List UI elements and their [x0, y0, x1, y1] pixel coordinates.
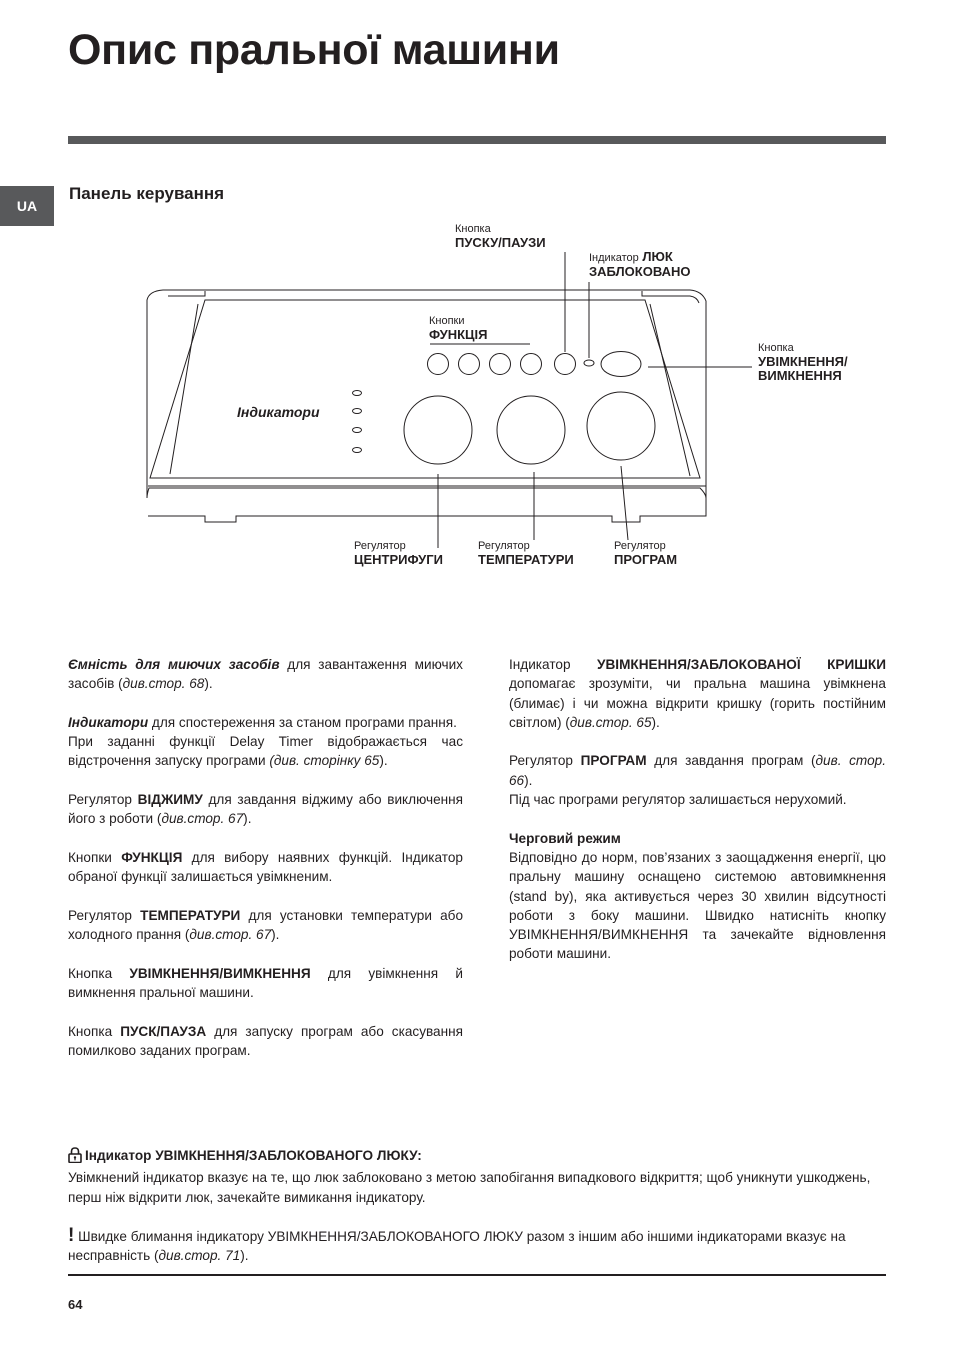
function-button-1 [428, 354, 449, 375]
panel-face [150, 300, 700, 478]
function-label: Кнопки ФУНКЦІЯ [429, 315, 488, 342]
panel-outline [147, 290, 706, 498]
on-off-button [601, 352, 641, 377]
panel-face-inner [170, 304, 198, 474]
indicator-led-1 [353, 391, 362, 396]
start-pause-paragraph: Кнопка ПУСК/ПАУЗА для запуску програм або скасування помилково заданих програм. [68, 1023, 463, 1058]
panel-top-edge-right [642, 291, 699, 303]
spin-paragraph: Регулятор ВІДЖИМУ для завдання віджиму або виключення його з роботи (див.стор. 67). [68, 792, 464, 827]
program-leader [621, 466, 628, 540]
standby-heading: Черговий режим [509, 830, 621, 846]
function-button-4 [521, 354, 542, 375]
left-column [68, 655, 463, 1080]
panel-top-edge [168, 291, 205, 296]
section-heading: Панель керування [69, 184, 225, 203]
start-pause-button [555, 354, 576, 375]
program-knob [587, 392, 655, 460]
lock-note-text: Увімкнений індикатор вказує на те, що люк заблоковано з метою запобігання випадкового відкриття; щоб уникнути ушкоджень, перш ніж відкрити люк, зачекайте вимикання індикатору. [68, 1170, 871, 1205]
detergent-paragraph: Ємність для миючих засобів для завантаження миючих засобів (див.стор. 68). [68, 657, 463, 692]
spin-knob [404, 396, 472, 464]
control-panel-diagram [0, 0, 954, 600]
standby-paragraph: Черговий режим Відповідно до норм, пов’язаних з заощадження енергії, цю пральну машину оснащено системою автовимкнення (stand by), яка активується через 30 хвилин відсутності роботи з боку машини. Швидко натисніть кнопку УВІМКНЕННЯ/ВИМКНЕННЯ та зачекайте відновлення роботи машини. [509, 830, 886, 962]
door-lock-label: Індикатор ЛЮК ЗАБЛОКОВАНО [589, 249, 691, 279]
program-knob-label: Регулятор ПРОГРАМ [614, 540, 678, 567]
function-button-2 [459, 354, 480, 375]
door-lock-led [584, 360, 594, 366]
indicator-led-4 [353, 448, 362, 453]
lid-lock-paragraph: Індикатор УВІМКНЕННЯ/ЗАБЛОКОВАНОЇ КРИШКИ допомагає зрозуміти, чи пральна машина увімкнена (блимає) і чи можна відкрити кришку (горить постійним світлом) (див.стор. 65). [509, 657, 886, 730]
temperature-knob [497, 396, 565, 464]
program-paragraph: Регулятор ПРОГРАМ для завдання програм (див. стор. 66). Під час програми регулятор залишається нерухомий. [509, 753, 887, 808]
notes [68, 1146, 886, 1265]
panel-base [148, 486, 706, 522]
spin-knob-label: Регулятор ЦЕНТРИФУГИ [354, 540, 443, 567]
on-off-label: Кнопка УВІМКНЕННЯ/ ВИМКНЕННЯ [758, 342, 848, 383]
indicator-led-2 [353, 409, 362, 414]
lock-note-heading: Індикатор УВІМКНЕННЯ/ЗАБЛОКОВАНОГО ЛЮКУ: [68, 1146, 886, 1168]
footer-rule [68, 1274, 886, 1276]
temperature-knob-label: Регулятор ТЕМПЕРАТУРИ [478, 540, 574, 567]
on-off-paragraph: Кнопка УВІМКНЕННЯ/ВИМКНЕННЯ для увімкнення й вимкнення пральної машини. [68, 965, 463, 1001]
warning-note: ! Швидке блимання індикатору УВІМКНЕННЯ/ЗАБЛОКОВАНОГО ЛЮКУ разом з іншим або іншими індикаторами вказує на несправність (див.стор. 71). [68, 1224, 846, 1264]
warning-icon: ! [68, 1224, 75, 1246]
temperature-paragraph: Регулятор ТЕМПЕРАТУРИ для установки температури або холодного прання (див.стор. 67). [68, 907, 464, 943]
indicators-label: Індикатори [237, 404, 320, 420]
language-tab: UA [0, 186, 54, 226]
page-number: 64 [68, 1297, 83, 1312]
start-pause-label: Кнопка ПУСКУ/ПАУЗИ [455, 223, 546, 250]
indicators-paragraph: Індикатори для спостереження за станом програми прання. При заданні функції Delay Timer відображається час відстрочення запуску програми (див. сторінку 65). [68, 714, 463, 769]
page-title: Опис пральної машини [68, 26, 560, 74]
right-column [509, 655, 886, 964]
function-paragraph: Кнопки ФУНКЦІЯ для вибору наявних функцій. Індикатор обраної функції залишається увімкненим. [68, 849, 463, 885]
indicator-led-3 [353, 428, 362, 433]
function-button-3 [490, 354, 511, 375]
padlock-icon [68, 1147, 82, 1168]
panel-face-inner-right [650, 304, 690, 476]
